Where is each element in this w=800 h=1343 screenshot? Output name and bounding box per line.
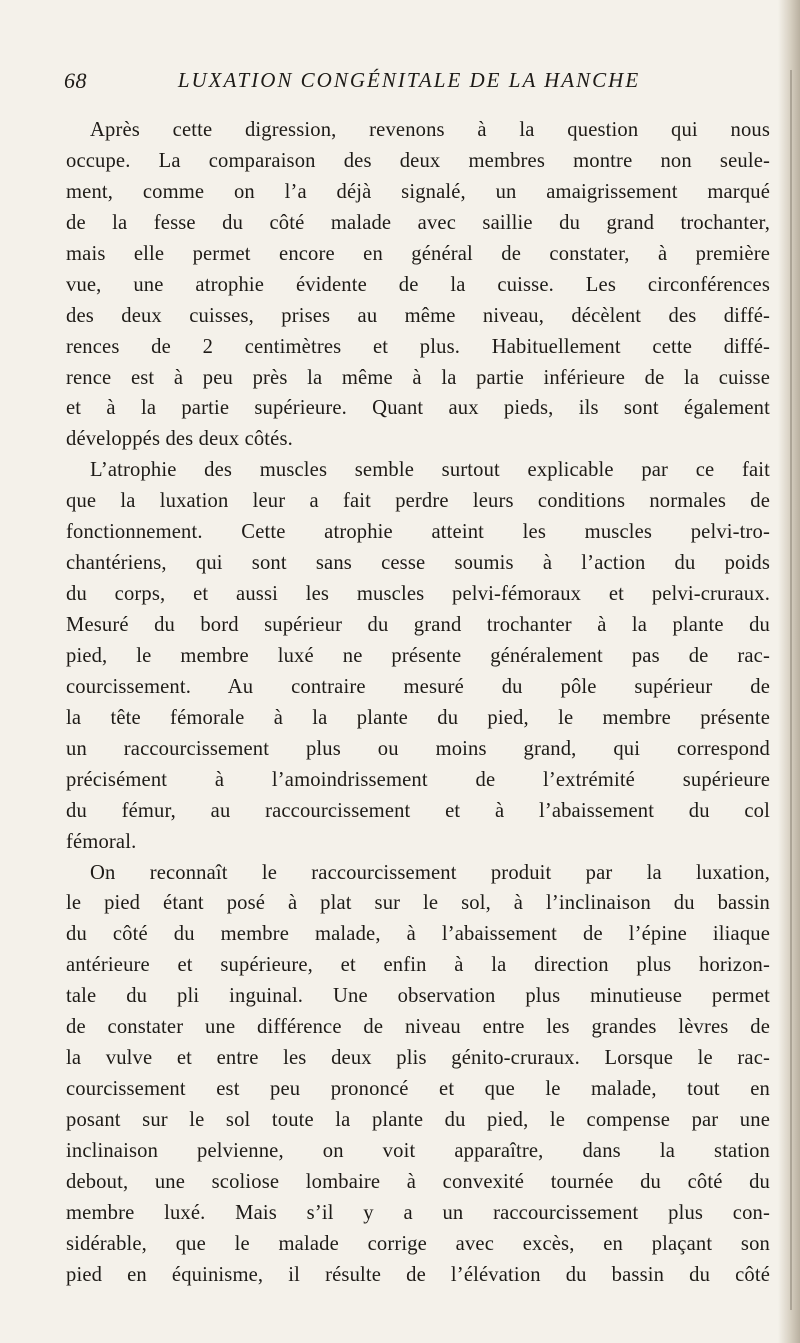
- running-title: LUXATION CONGÉNITALE DE LA HANCHE: [177, 68, 641, 92]
- text-line: rence est à peu près la même à la partie inférieure de la cuisse: [66, 366, 770, 389]
- text-line: courcissement est peu prononcé et que le malade, tout en: [66, 1078, 770, 1101]
- text-line: debout, une scoliose lombaire à convexité tournée du côté du: [66, 1170, 770, 1193]
- text-line: chantériens, qui sont sans cesse soumis à l’action du poids: [66, 552, 770, 575]
- text-line: ment, comme on l’a déjà signalé, un amaigrissement marqué: [66, 180, 770, 203]
- text-line: posant sur le sol toute la plante du pied, le compense par une: [66, 1109, 770, 1131]
- text-line: rences de 2 centimètres et plus. Habituellement cette diffé-: [66, 335, 770, 358]
- text-line: occupe. La comparaison des deux membres montre non seule-: [66, 149, 770, 172]
- text-line: pied, le membre luxé ne présente généralement pas de rac-: [66, 644, 770, 667]
- text-line: du côté du membre malade, à l’abaissement de l’épine iliaque: [66, 923, 770, 946]
- text-line: inclinaison pelvienne, on voit apparaître, dans la station: [66, 1139, 770, 1162]
- text-line: la vulve et entre les deux plis génito-cruraux. Lorsque le rac-: [66, 1047, 770, 1070]
- text-line: des deux cuisses, prises au même niveau, décèlent des diffé-: [66, 304, 770, 327]
- text-line: mais elle permet encore en général de constater, à première: [66, 242, 770, 265]
- text-line: L’atrophie des muscles semble surtout explicable par ce fait: [90, 459, 770, 482]
- text-line: développés des deux côtés.: [66, 428, 293, 451]
- text-line: le pied étant posé à plat sur le sol, à l’inclinaison du bassin: [66, 892, 770, 915]
- text-line: pied en équinisme, il résulte de l’élévation du bassin du côté: [66, 1263, 770, 1286]
- text-line: tale du pli inguinal. Une observation plus minutieuse permet: [66, 985, 770, 1008]
- body-text: [66, 115, 770, 1291]
- text-line: de la fesse du côté malade avec saillie du grand trochanter,: [66, 211, 770, 234]
- text-line: fonctionnement. Cette atrophie atteint les muscles pelvi-tro-: [66, 521, 770, 544]
- text-line: un raccourcissement plus ou moins grand, qui correspond: [66, 737, 770, 760]
- text-line: antérieure et supérieure, et enfin à la direction plus horizon-: [66, 954, 770, 977]
- text-line: du corps, et aussi les muscles pelvi-fémoraux et pelvi-cruraux.: [66, 583, 770, 606]
- text-line: de constater une différence de niveau entre les grandes lèvres de: [66, 1016, 770, 1039]
- text-line: fémoral.: [66, 830, 137, 853]
- text-line: On reconnaît le raccourcissement produit par la luxation,: [90, 861, 770, 884]
- text-line: courcissement. Au contraire mesuré du pôle supérieur de: [66, 675, 770, 698]
- page-edge-shadow: [778, 0, 800, 1343]
- text-line: la tête fémorale à la plante du pied, le membre présente: [66, 706, 770, 729]
- text-line: vue, une atrophie évidente de la cuisse. Les circonférences: [66, 273, 770, 296]
- text-line: sidérable, que le malade corrige avec excès, en plaçant son: [66, 1232, 770, 1255]
- text-line: Mesuré du bord supérieur du grand trochanter à la plante du: [66, 614, 770, 636]
- text-line: du fémur, au raccourcissement et à l’abaissement du col: [66, 799, 770, 822]
- page-edge-line: [790, 70, 792, 1310]
- text-line: membre luxé. Mais s’il y a un raccourcissement plus con-: [66, 1201, 770, 1224]
- text-line: que la luxation leur a fait perdre leurs conditions normales de: [66, 490, 770, 513]
- page-header: [64, 63, 754, 103]
- text-line: précisément à l’amoindrissement de l’extrémité supérieure: [66, 768, 770, 791]
- page-number: 68: [64, 68, 87, 93]
- text-line: Après cette digression, revenons à la question qui nous: [90, 119, 770, 141]
- text-line: et à la partie supérieure. Quant aux pieds, ils sont également: [66, 397, 770, 420]
